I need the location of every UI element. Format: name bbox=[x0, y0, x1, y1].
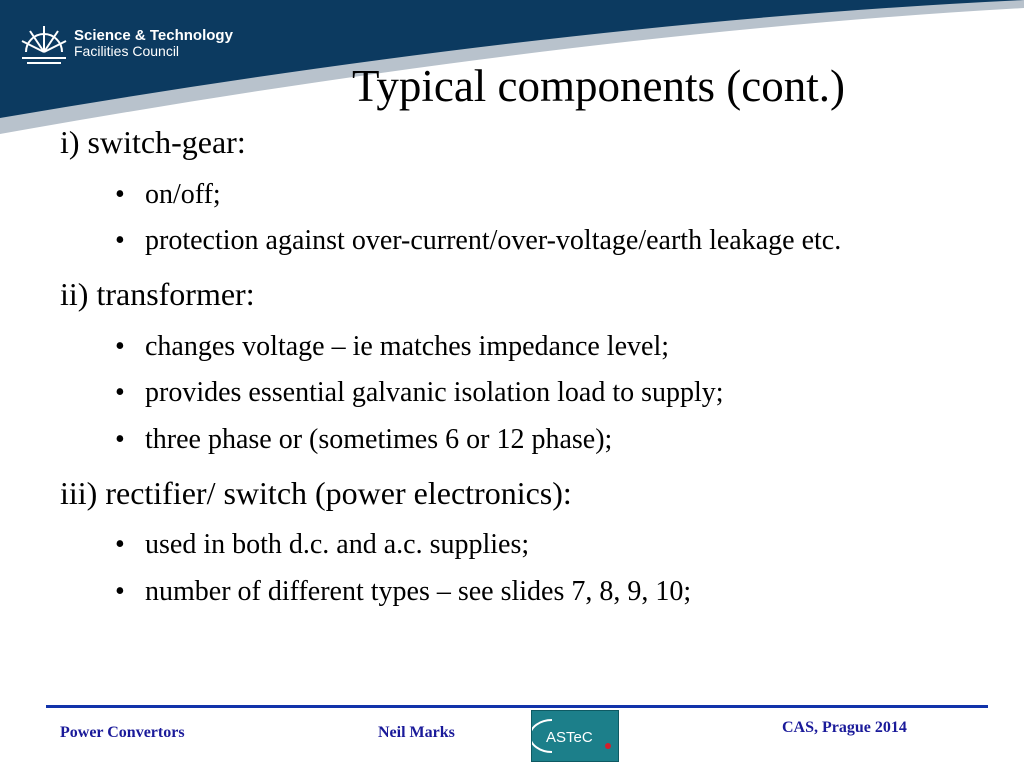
bullet-text: provides essential galvanic isolation load to supply; bbox=[145, 377, 724, 409]
list-item bbox=[60, 327, 960, 368]
footer-author: Neil Marks bbox=[378, 724, 455, 741]
astec-logo bbox=[531, 710, 619, 762]
bullet-dot: • bbox=[115, 423, 125, 455]
bullet-text: used in both d.c. and a.c. supplies; bbox=[145, 529, 530, 561]
list-item bbox=[60, 572, 960, 613]
slide-body bbox=[60, 124, 960, 627]
footer-divider bbox=[46, 705, 988, 708]
footer-right-text: CAS, Prague 2014 bbox=[782, 719, 907, 736]
bullet-dot: • bbox=[115, 225, 125, 257]
section-heading-rectifier-switch: iii) rectifier/ switch (power electronics): bbox=[60, 474, 572, 511]
slide-title: Typical components (cont.) bbox=[352, 61, 845, 111]
sunburst-logo-icon bbox=[18, 18, 70, 68]
bullet-text: number of different types – see slides 7, 8, 9, 10; bbox=[145, 575, 692, 607]
bullet-text: on/off; bbox=[145, 178, 221, 210]
bullet-text: protection against over-current/over-voltage/earth leakage etc. bbox=[145, 225, 842, 257]
list-item bbox=[60, 525, 960, 566]
logo-line-2: Facilities Council bbox=[74, 42, 180, 59]
bullet-dot: • bbox=[115, 529, 125, 561]
list-item bbox=[60, 175, 960, 216]
bullet-list-transformer bbox=[60, 327, 960, 461]
stfc-logo bbox=[18, 18, 233, 68]
footer-left-text: Power Convertors bbox=[60, 724, 185, 741]
bullet-dot: • bbox=[115, 575, 125, 607]
list-item bbox=[60, 373, 960, 414]
section-heading-transformer: ii) transformer: bbox=[60, 275, 255, 312]
bullet-list-switch-gear bbox=[60, 175, 960, 262]
astec-logo-text: ASTeC bbox=[546, 729, 593, 746]
bullet-dot: • bbox=[115, 377, 125, 409]
section-heading-switch-gear: i) switch-gear: bbox=[60, 124, 246, 160]
bullet-text: changes voltage – ie matches impedance level; bbox=[145, 330, 670, 362]
bullet-dot: • bbox=[115, 178, 125, 210]
bullet-text: three phase or (sometimes 6 or 12 phase); bbox=[145, 423, 613, 455]
astec-logo-icon bbox=[532, 711, 618, 761]
logo-line-1: Science & Technology bbox=[74, 26, 233, 44]
list-item bbox=[60, 420, 960, 461]
bullet-list-rectifier-switch bbox=[60, 525, 960, 612]
list-item bbox=[60, 221, 960, 262]
bullet-dot: • bbox=[115, 330, 125, 362]
